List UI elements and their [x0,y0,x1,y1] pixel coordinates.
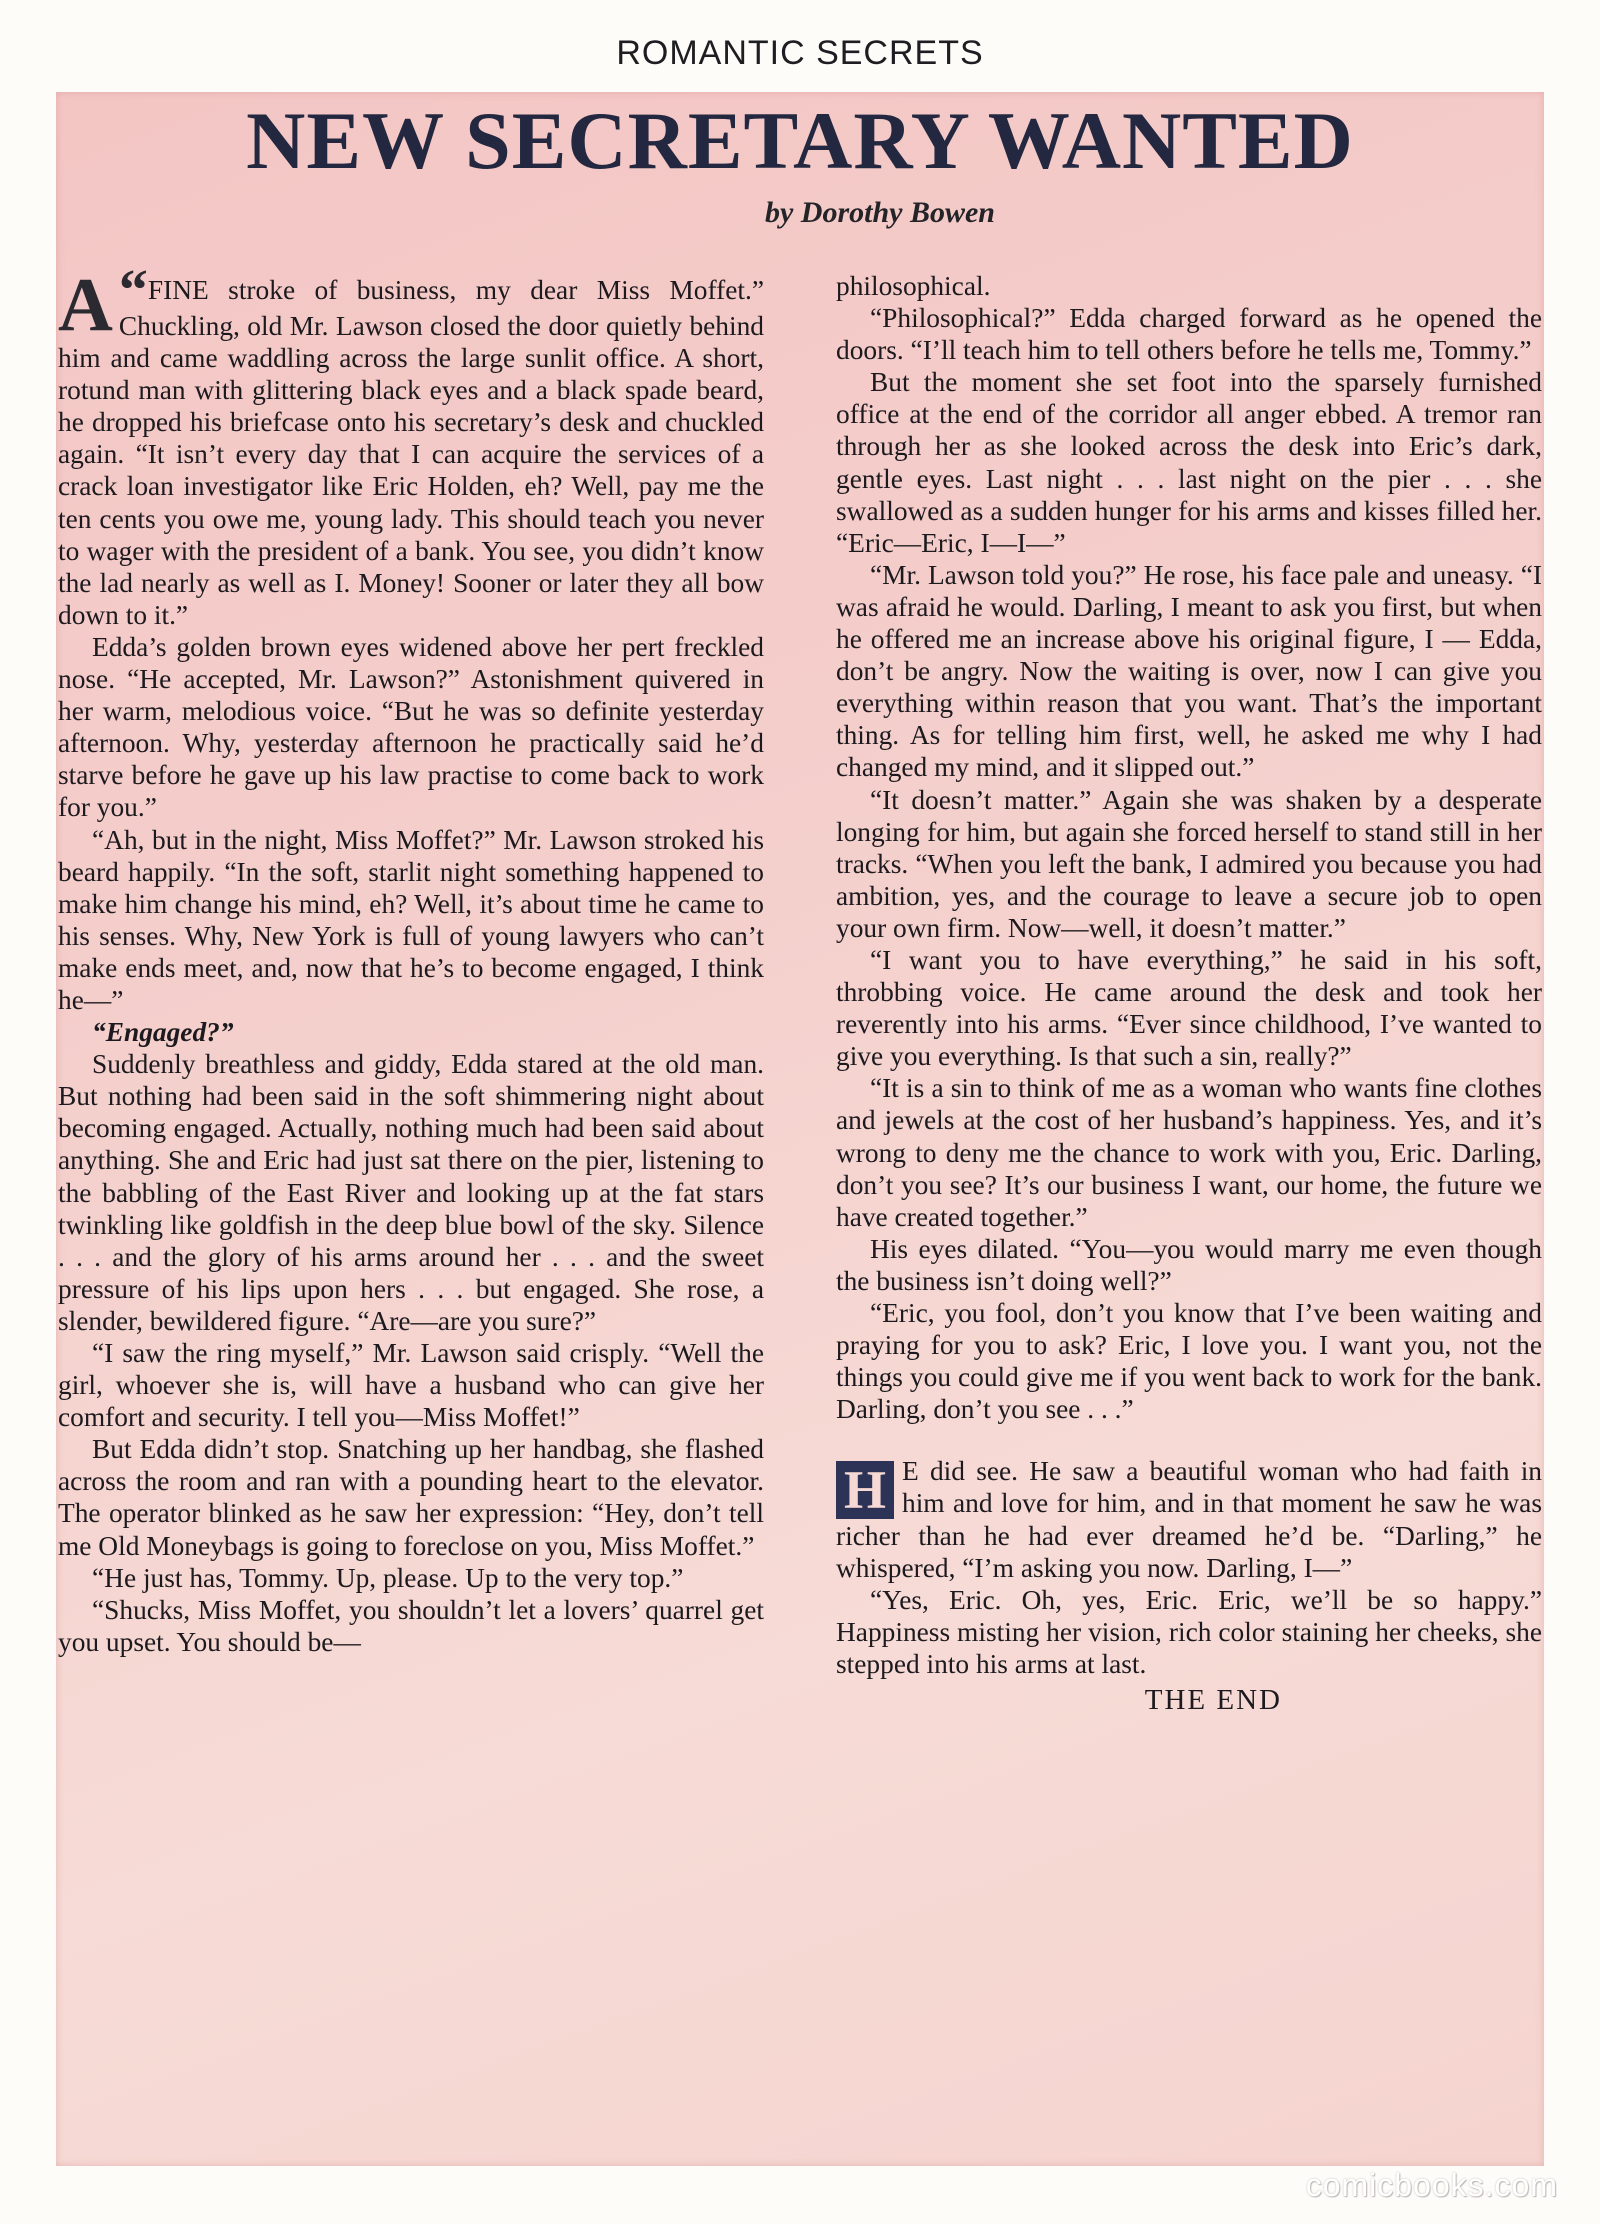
paragraph: “Philosophical?” Edda charged forward as he opened the doors. “I’ll teach him to tell others before he tells me, Tommy.” [836,303,1542,366]
closing-text: E did see. He saw a beautiful woman who had faith in him and love for him, and in that moment he saw he was richer than he had ever dreamed he’d be. “Darling,” he whispered, “I’m asking you now. Darling, I—” [836,1456,1542,1583]
paragraph: But the moment she set foot into the sparsely furnished office at the end of the corridor all anger ebbed. A tremor ran through her as she looked across the desk into Eric’s dark, gentle eyes. Last night . . . last night on the pier . . . she swallowed as a sudden hunger for his arms and kisses filled her. “Eric—Eric, I—I—” [836,367,1542,558]
drop-cap-a: A [58,270,113,347]
left-column [58,270,764,2150]
paragraph: Edda’s golden brown eyes widened above her pert freckled nose. “He accepted, Mr. Lawson?” Astonishment quivered in her warm, melodious voice. “But he was so definite yesterday afternoon. Why, yesterday afternoon he practically said he’d starve before he gave up his law practise to come back to work for you.” [58,631,764,823]
story-byline: by Dorothy Bowen [764,196,995,229]
opening-paragraph [58,270,764,631]
paragraph: “It is a sin to think of me as a woman who wants fine clothes and jewels at the cost of her husband’s happiness. Yes, and it’s wrong to deny me the chance to work with you, Eric. Darling, don’t you see? It’s our business I want, our home, the future we have created together.” [836,1073,1542,1232]
paragraph: “I want you to have everything,” he said in his soft, throbbing voice. He came around the desk and took her reverently into his arms. “Ever since childhood, I’ve wanted to give you everything. Is that such a sin, really?” [836,944,1542,1072]
final-paragraph: “Yes, Eric. Oh, yes, Eric. Eric, we’ll be so happy.” Happiness misting her vision, rich color staining her cheeks, she stepped into his arms at last. [836,1584,1542,1679]
story-page [56,92,1544,2166]
right-column [836,270,1542,2150]
opening-text: FINE stroke of business, my dear Miss Moffet.” Chuckling, old Mr. Lawson closed the door quietly behind him and came waddling across the large sunlit office. A short, rotund man with glittering black eyes and a black spade beard, he dropped his briefcase onto his secretary’s desk and chuckled again. “It isn’t every day that I can acquire the services of a crack loan investigator like Eric Holden, eh? Well, pay me the ten cents you owe me, young lady. This should teach you never to wager with the president of a bank. You see, you didn’t know the lad nearly as well as I. Money! Sooner or later they all bow down to it.” [58,275,764,630]
section-break [836,1425,1542,1455]
the-end-label: THE END [1144,1684,1282,1717]
paragraph: “I saw the ring myself,” Mr. Lawson said crisply. “Well the girl, whoever she is, will have a husband who can give her comfort and security. I tell you—Miss Moffet!” [58,1338,764,1433]
opening-quote-mark: “ [118,270,148,322]
drop-cap-h: H [836,1461,894,1519]
closing-paragraph [836,1455,1542,1583]
watermark: comicbooks.com [1305,2167,1558,2203]
paragraph: “Eric, you fool, don’t you know that I’ve been waiting and praying for you to ask? Eric, I love you. I want you, not the things you could give me if you went back to work for the bank. Darling, don’t you see . . .” [836,1298,1542,1425]
magazine-header: ROMANTIC SECRETS [616,34,984,72]
paragraph: “Engaged?” [92,1017,234,1048]
paragraph: Suddenly breathless and giddy, Edda stared at the old man. But nothing had been said in the soft shimmering night about becoming engaged. Actually, nothing much had been said about anything. She and Eric had just sat there on the pier, listening to the babbling of the East River and looking up at the fat stars twinkling like goldfish in the deep blue bowl of the sky. Silence . . . and the glory of his arms around her . . . and the sweet pressure of his lips upon hers . . . but engaged. She rose, a slender, bewildered figure. “Are—are you sure?” [58,1049,764,1336]
paragraph: “He just has, Tommy. Up, please. Up to the very top.” [92,1562,684,1593]
paragraph: His eyes dilated. “You—you would marry me even though the business isn’t doing well?” [836,1233,1542,1296]
paragraph: “Shucks, Miss Moffet, you shouldn’t let a lovers’ quarrel get you upset. You should be— [58,1594,764,1657]
paragraph: But Edda didn’t stop. Snatching up her handbag, she flashed across the room and ran with a pounding heart to the elevator. The operator blinked as he saw her expression: “Hey, don’t tell me Old Moneybags is going to foreclose on you, Miss Moffet.” [58,1434,764,1561]
story-title: NEW SECRETARY WANTED [246,95,1354,186]
paragraph: “Mr. Lawson told you?” He rose, his face pale and uneasy. “I was afraid he would. Darling, I meant to ask you first, but when he offered me an increase above his original figure, I — Edda, don’t be angry. Now the waiting is over, now I can give you everything within reason that you want. That’s the important thing. As for telling him first, well, he asked me why I had changed my mind, and it slipped out.” [836,559,1542,783]
paragraph: “Ah, but in the night, Miss Moffet?” Mr. Lawson stroked his beard happily. “In the soft, starlit night something happened to make him change his mind, eh? Well, it’s about time he came to his senses. Why, New York is full of young lawyers who can’t make ends meet, and, now that he’s to become engaged, I think he—” [58,824,764,1015]
continued-line: philosophical. [836,271,991,301]
paragraph: “It doesn’t matter.” Again she was shaken by a desperate longing for him, but again she forced herself to stand still in her tracks. “When you left the bank, I admired you because you had ambition, yes, and the courage to leave a secure job to open your own firm. Now—well, it doesn’t matter.” [836,784,1542,943]
